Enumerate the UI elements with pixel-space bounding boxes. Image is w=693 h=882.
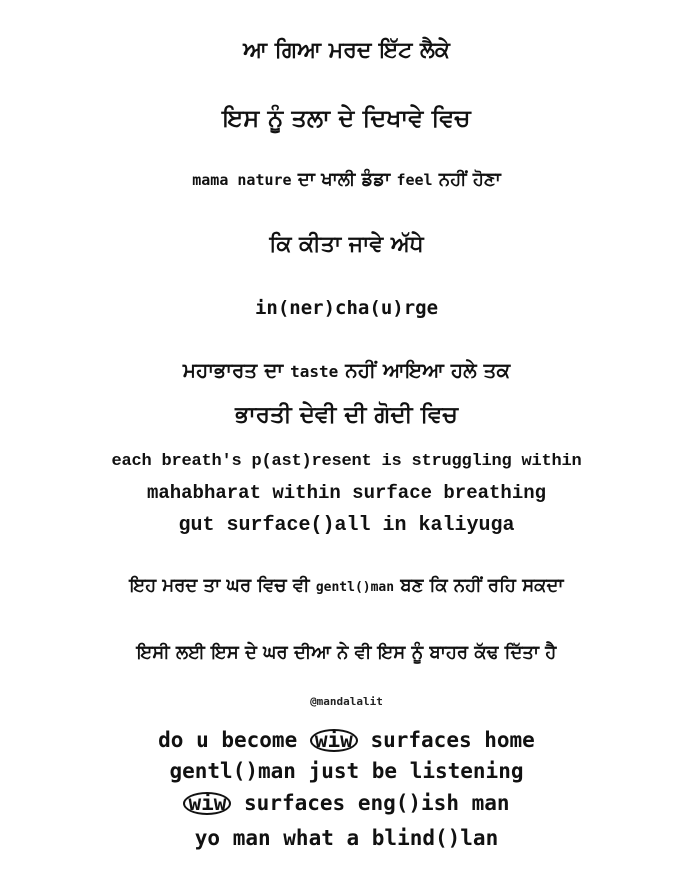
line-text: each breath's p(ast)resent is struggling within [111, 452, 582, 471]
handle-text: @mandalalit [310, 695, 383, 708]
line-text: ਭਾਰਤੀ ਦੇਵੀ ਦੀ ਗੋਦੀ ਵਿਚ [235, 402, 458, 428]
circled-word: wiw [310, 729, 358, 752]
poem-line-8 [0, 453, 693, 470]
line-text: ਇਸੀ ਲਈ ਇਸ ਦੇ ਘਰ ਦੀਆ ਨੇ ਵੀ ਇਸ ਨੂੰ ਬਾਹਰ ਕੱਢ ਦਿੱਤਾ ਹੈ [136, 642, 557, 663]
author-handle [0, 696, 693, 707]
line-text: surfaces eng()ish man [244, 791, 510, 815]
poem-line-7 [0, 404, 693, 427]
line-text-latin: taste [290, 362, 339, 381]
poem-line-9 [0, 484, 693, 503]
line-text-gurmukhi: ਬਣ ਕਿ ਨਹੀਂ ਰਹਿ ਸਕਦਾ [400, 575, 564, 596]
line-text: yo man what a blind()lan [194, 826, 499, 850]
poem-line-1 [0, 40, 693, 62]
poem-line-13 [0, 729, 693, 752]
poem-line-16 [0, 828, 693, 849]
line-text-gurmukhi: ਇਹ ਮਰਦ ਤਾ ਘਰ ਵਿਚ ਵੀ [129, 575, 310, 596]
circled-word: wiw [183, 792, 231, 815]
poem-line-2 [0, 106, 693, 130]
line-text: surfaces home [370, 728, 535, 752]
line-text-gurmukhi: ਨਹੀਂ ਹੋਣਾ [438, 169, 501, 190]
line-text: ਇਸ ਨੂੰ ਤਲਾ ਦੇ ਦਿਖਾਵੇ ਵਿਚ [222, 104, 471, 132]
poem-line-4 [0, 234, 693, 256]
line-text: gentl()man just be listening [169, 759, 524, 783]
line-text: ਕਿ ਕੀਤਾ ਜਾਵੇ ਅੱਧੇ [269, 232, 424, 257]
poem-line-15 [0, 792, 693, 815]
line-text-latin: feel [396, 171, 433, 189]
poem-line-12 [0, 644, 693, 662]
line-text-gurmukhi: ਦਾ ਖਾਲੀ ਡੰਡਾ [297, 169, 391, 190]
poem-line-6 [0, 360, 693, 380]
line-text-gurmukhi: ਨਹੀਂ ਆਇਆ ਹਲੇ ਤਕ [345, 358, 511, 382]
line-text-gurmukhi: ਮਹਾਭਾਰਤ ਦਾ [182, 358, 284, 382]
line-text: mahabharat within surface breathing [146, 482, 547, 504]
line-text-latin: gentl()man [315, 580, 395, 595]
poem-line-10 [0, 516, 693, 536]
line-text-latin: mama nature [192, 171, 292, 189]
poem-line-3 [0, 171, 693, 189]
poem-line-14 [0, 761, 693, 782]
line-text: in(ner)cha(u)rge [254, 297, 439, 319]
poem-line-5 [0, 299, 693, 318]
line-text: do u become [158, 728, 298, 752]
line-text: gut surface()all in kaliyuga [178, 514, 515, 537]
poem-line-11 [0, 577, 693, 595]
line-text: ਆ ਗਿਆ ਮਰਦ ਇੱਟ ਲੈਕੇ [243, 38, 450, 63]
